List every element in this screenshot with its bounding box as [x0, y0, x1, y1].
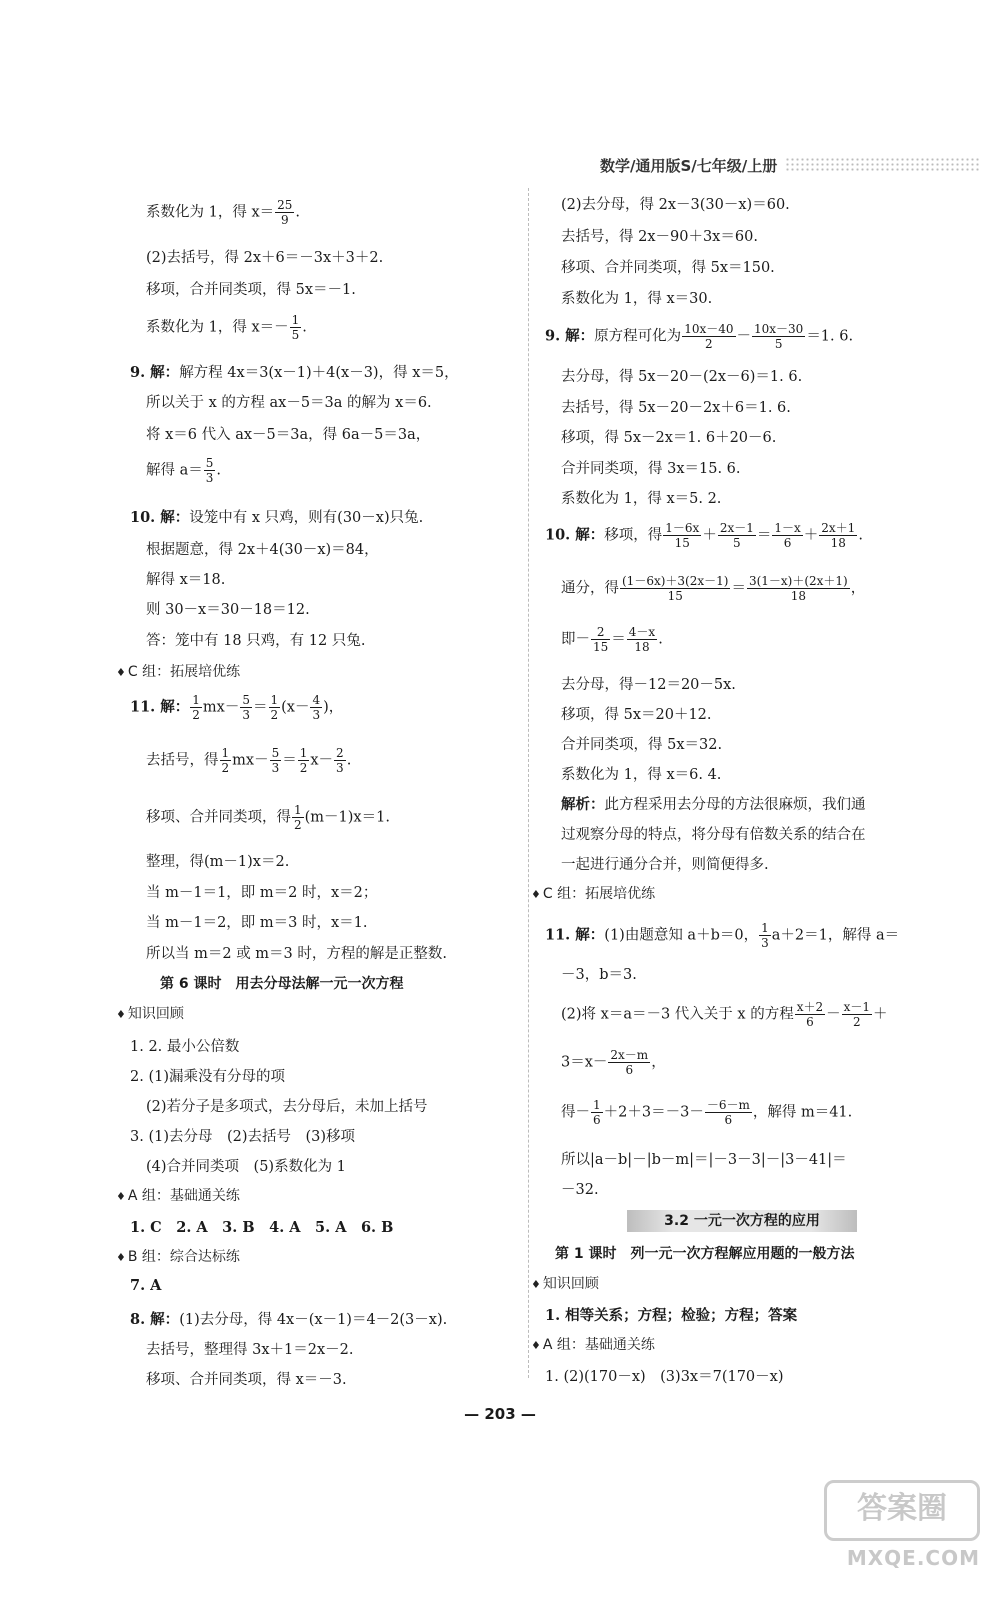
text-line: 系数化为 1，得 x＝6. 4. — [561, 767, 722, 783]
text-line: 过观察分母的特点，将分母有倍数关系的结合在 — [561, 827, 866, 843]
question-10: 10. 解：移项，得 $\frac{1-6x}{15}$ ＋ $\frac{2x-1}{5}$ ＝ $\frac{1-x}{6}$ ＋ $\frac{2x+1}{18}$ . — [545, 521, 863, 550]
text-line: 1. 2. 最小公倍数 — [130, 1039, 240, 1055]
text-line: 1. (2)(170－x) (3)3x＝7(170－x) — [545, 1369, 784, 1385]
text-line: 答：笼中有 18 只鸡，有 12 只兔. — [146, 633, 366, 649]
section-a: ♦ A 组：基础通关练 — [531, 1334, 655, 1354]
text-line: (2)将 x＝a＝－3 代入关于 x 的方程 $\frac{x+2}{6}$ － $\frac{x-1}{2}$ ＋ — [561, 1000, 888, 1029]
text-line: (4)合并同类项 (5)系数化为 1 — [146, 1159, 346, 1175]
text-line: 去分母，得 5x－20－(2x－6)＝1. 6. — [561, 369, 803, 385]
watermark-badge: 答案圈 — [824, 1480, 980, 1541]
lesson-title: 第 6 课时 用去分母法解一元一次方程 — [160, 976, 404, 992]
text-line: 移项，得 5x－2x＝1. 6＋20－6. — [561, 430, 777, 446]
page-header — [600, 150, 980, 180]
text-line: 得－ $\frac{1}{6}$ ＋2＋3＝－3－ $\frac{-6-m}{6}$ ，解得 m＝41. — [561, 1098, 853, 1127]
text-line: 合并同类项，得 5x＝32. — [561, 737, 723, 753]
section-knowledge: ♦ 知识回顾 — [116, 1003, 184, 1023]
text-line: 移项，得 5x＝20＋12. — [561, 707, 712, 723]
text-line: 移项、合并同类项，得 $\frac{1}{2}$ (m－1)x＝1. — [146, 803, 390, 832]
text-line: 整理，得(m－1)x＝2. — [146, 854, 290, 870]
text-line: 系数化为 1，得 x＝5. 2. — [561, 491, 722, 507]
text-line: 即－ $\frac{2}{15}$ ＝ $\frac{4-x}{18}$ . — [561, 625, 663, 654]
section-b: ♦ B 组：综合达标练 — [116, 1246, 240, 1266]
text-line: －3，b＝3. — [561, 967, 637, 983]
text-line: 移项、合并同类项，得 x＝－3. — [146, 1372, 347, 1388]
text-line: 去分母，得－12＝20－5x. — [561, 677, 736, 693]
text-line: 解得 x＝18. — [146, 572, 226, 588]
question-11: 11. 解：(1)由题意知 a＋b＝0， $\frac{1}{3}$ a＋2＝1，解得 a＝ — [545, 921, 900, 950]
text-line: 1. C 2. A 3. B 4. A 5. A 6. B — [130, 1219, 394, 1236]
text-line: 去括号，得 5x－20－2x＋6＝1. 6. — [561, 400, 791, 416]
text-line: 所以|a－b|－|b－m|＝|－3－3|－|3－41|＝ — [561, 1152, 847, 1168]
fraction: $\frac{25}{9}$ — [277, 198, 293, 227]
text-line: 系数化为 1，得 x＝－ $\frac{1}{5}$ . — [146, 313, 307, 342]
text-line: 系数化为 1，得 x＝ $\frac{25}{9}$ . — [146, 198, 301, 227]
text-line: 解得 a＝ $\frac{5}{3}$ . — [146, 456, 222, 485]
question-9: 9. 解：原方程可化为 $\frac{10x-40}{2}$ － $\frac{10x-30}{5}$ ＝1. 6. — [545, 322, 854, 351]
watermark — [820, 1480, 980, 1570]
text-line: 2. (1)漏乘没有分母的项 — [130, 1069, 285, 1085]
text-line: 3. (1)去分母 (2)去括号 (3)移项 — [130, 1129, 356, 1145]
fraction: $\frac{5}{3}$ — [205, 456, 214, 485]
page-number: — 203 — — [464, 1405, 536, 1423]
text-line: 去括号，整理得 3x＋1＝2x－2. — [146, 1342, 354, 1358]
text-line: 通分，得 $\frac{(1-6x)+3(2x-1)}{15}$ ＝ $\frac{3(1-x)+(2x+1)}{18}$ ， — [561, 574, 866, 603]
text-line: 合并同类项，得 3x＝15. 6. — [561, 461, 741, 477]
text-line: 当 m－1＝1，即 m＝2 时，x＝2； — [146, 885, 378, 901]
section-c: ♦ C 组：拓展培优练 — [531, 883, 655, 903]
text-line: 一起进行通分合并，则简便得多. — [561, 857, 769, 873]
text-line: 将 x＝6 代入 ax－5＝3a，得 6a－5＝3a， — [146, 427, 431, 443]
header-dots — [785, 157, 980, 173]
text-line: 去括号，得 2x－90＋3x＝60. — [561, 229, 758, 245]
question-9: 9. 解：解方程 4x＝3(x－1)＋4(x－3)，得 x＝5， — [130, 364, 459, 381]
section-banner: 3.2 一元一次方程的应用 — [627, 1210, 857, 1232]
fraction: $\frac{1}{5}$ — [291, 313, 300, 342]
text-line: －32. — [561, 1182, 599, 1198]
watermark-url: MXQE.COM — [846, 1546, 980, 1570]
text-line: (2)去分母，得 2x－3(30－x)＝60. — [561, 197, 790, 213]
text-line: 去括号，得 $\frac{1}{2}$ mx－ $\frac{5}{3}$ ＝ $\frac{1}{2}$ x－ $\frac{2}{3}$ . — [146, 746, 352, 775]
text-line: 移项，合并同类项，得 5x＝－1. — [146, 282, 356, 298]
section-c: ♦ C 组：拓展培优练 — [116, 661, 240, 681]
question-11: 11. 解： $\frac{1}{2}$ mx－ $\frac{5}{3}$ ＝ $\frac{1}{2}$ (x－ $\frac{4}{3}$ )， — [130, 693, 344, 722]
text-line: (2)去括号，得 2x＋6＝－3x＋3＋2. — [146, 250, 384, 266]
text-line: 则 30－x＝30－18＝12. — [146, 602, 310, 618]
text-line: 所以当 m＝2 或 m＝3 时，方程的解是正整数. — [146, 946, 447, 962]
text-line: 移项、合并同类项，得 5x＝150. — [561, 260, 775, 276]
text-line: 系数化为 1，得 x＝30. — [561, 291, 713, 307]
column-divider — [528, 188, 529, 1378]
text-line: (2)若分子是多项式，去分母后，未加上括号 — [146, 1099, 428, 1115]
header-title: 数学/通用版S/七年级/上册 — [600, 156, 778, 175]
lesson-title: 第 1 课时 列一元一次方程解应用题的一般方法 — [555, 1246, 855, 1262]
text-line: 所以关于 x 的方程 ax－5＝3a 的解为 x＝6. — [146, 395, 432, 411]
text-line: 当 m－1＝2，即 m＝3 时，x＝1. — [146, 915, 368, 931]
text-line: 根据题意，得 2x＋4(30－x)＝84， — [146, 542, 379, 558]
section-knowledge: ♦ 知识回顾 — [531, 1273, 599, 1293]
question-8: 8. 解：(1)去分母，得 4x－(x－1)＝4－2(3－x). — [130, 1311, 448, 1328]
question-10: 10. 解：设笼中有 x 只鸡，则有(30－x)只兔. — [130, 509, 424, 526]
analysis: 解析：此方程采用去分母的方法很麻烦，我们通 — [561, 796, 866, 813]
text-line: 7. A — [130, 1277, 162, 1294]
text-line: 3＝x－ $\frac{2x-m}{6}$ ， — [561, 1048, 666, 1077]
text-line: 1. 相等关系；方程；检验；方程；答案 — [545, 1307, 798, 1324]
section-a: ♦ A 组：基础通关练 — [116, 1185, 240, 1205]
